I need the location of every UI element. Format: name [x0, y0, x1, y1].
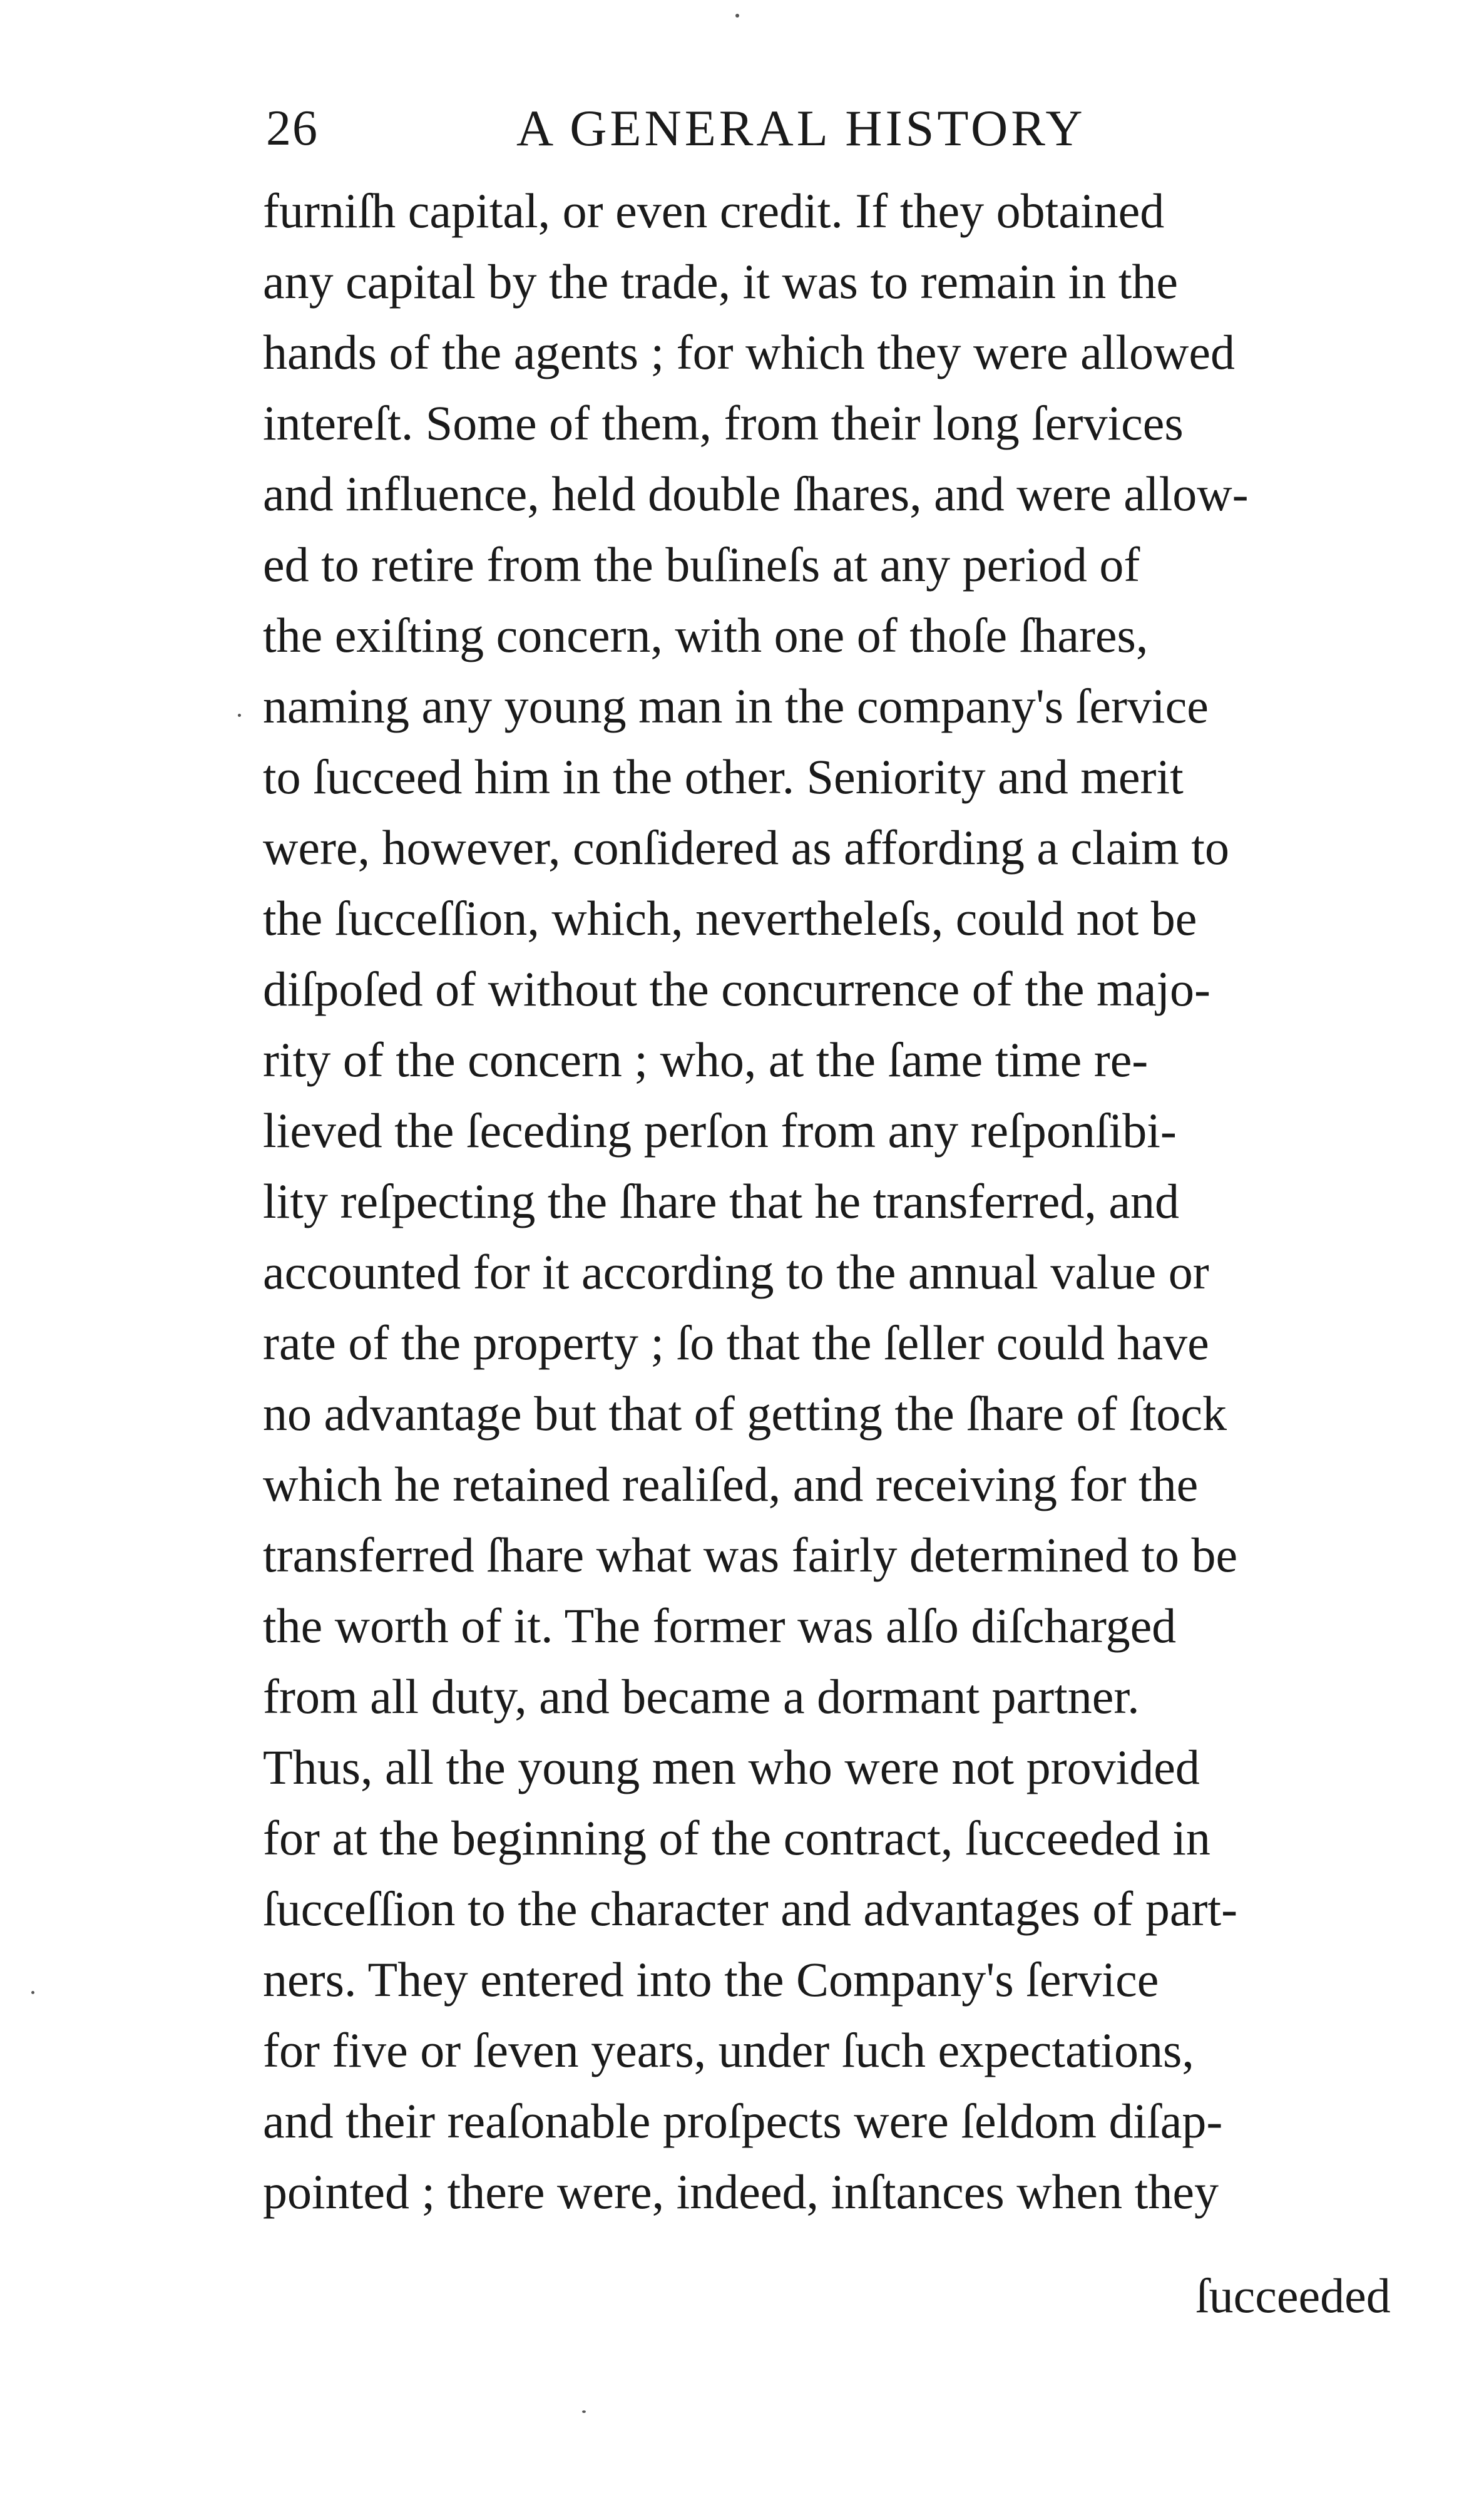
speck: [31, 1991, 34, 1994]
running-head: A GENERAL HISTORY: [516, 100, 1086, 157]
text-line: furniſh capital, or even credit. If they obtained: [263, 183, 1165, 238]
text-line: Thus, all the young men who were not provided: [263, 1740, 1200, 1794]
text-line: transferred ſhare what was fairly determined to be: [263, 1528, 1238, 1582]
text-line: the worth of it. The former was alſo diſcharged: [263, 1598, 1177, 1653]
page-header: [266, 94, 1205, 163]
text-line: diſpoſed of without the concurrence of the majo-: [263, 962, 1210, 1016]
text-line: accounted for it according to the annual value or: [263, 1245, 1209, 1299]
text-line: pointed ; there were, indeed, inſtances when they: [263, 2164, 1219, 2219]
text-line: no advantage but that of getting the ſhare of ſtock: [263, 1386, 1227, 1441]
text-line: rity of the concern ; who, at the ſame time re-: [263, 1032, 1149, 1087]
speck: [582, 2410, 586, 2413]
text-line: which he retained realiſed, and receiving for the: [263, 1457, 1199, 1511]
text-line: naming any young man in the company's ſervice: [263, 679, 1209, 733]
speck: [735, 14, 739, 18]
text-line: ſucceſſion to the character and advantages of part-: [263, 1881, 1238, 1936]
text-line: ners. They entered into the Company's ſervice: [263, 1952, 1159, 2007]
text-line: for five or ſeven years, under ſuch expectations,: [263, 2023, 1194, 2077]
text-line: were, however, conſidered as affording a claim to: [263, 820, 1229, 875]
text-line: rate of the property ; ſo that the ſeller could have: [263, 1315, 1209, 1370]
text-line: and influence, held double ſhares, and were allow-: [263, 466, 1249, 521]
speck: [238, 714, 241, 717]
catchword: ſucceeded: [1195, 2268, 1391, 2323]
text-line: lity reſpecting the ſhare that he transferred, and: [263, 1174, 1180, 1228]
text-line: for at the beginning of the contract, ſucceeded in: [263, 1811, 1210, 1865]
text-line: from all duty, and became a dormant partner.: [263, 1669, 1140, 1724]
text-line: ed to retire from the buſineſs at any period of: [263, 537, 1140, 592]
text-line: intereſt. Some of them, from their long ſervices: [263, 396, 1184, 450]
text-line: the ſucceſſion, which, neverthelеſs, could not be: [263, 891, 1197, 945]
text-line: to ſucceed him in the other. Seniority and merit: [263, 749, 1184, 804]
text-line: lieved the ſeceding perſon from any reſponſibi-: [263, 1103, 1177, 1158]
text-line: hands of the agents ; for which they were allowed: [263, 325, 1235, 379]
page-number: 26: [266, 101, 319, 156]
text-line: and their reaſonable proſpects were ſeldom diſap-: [263, 2094, 1223, 2148]
text-line: any capital by the trade, it was to remain in the: [263, 254, 1179, 309]
text-line: the exiſting concern, with one of thoſe ſhares,: [263, 608, 1149, 662]
